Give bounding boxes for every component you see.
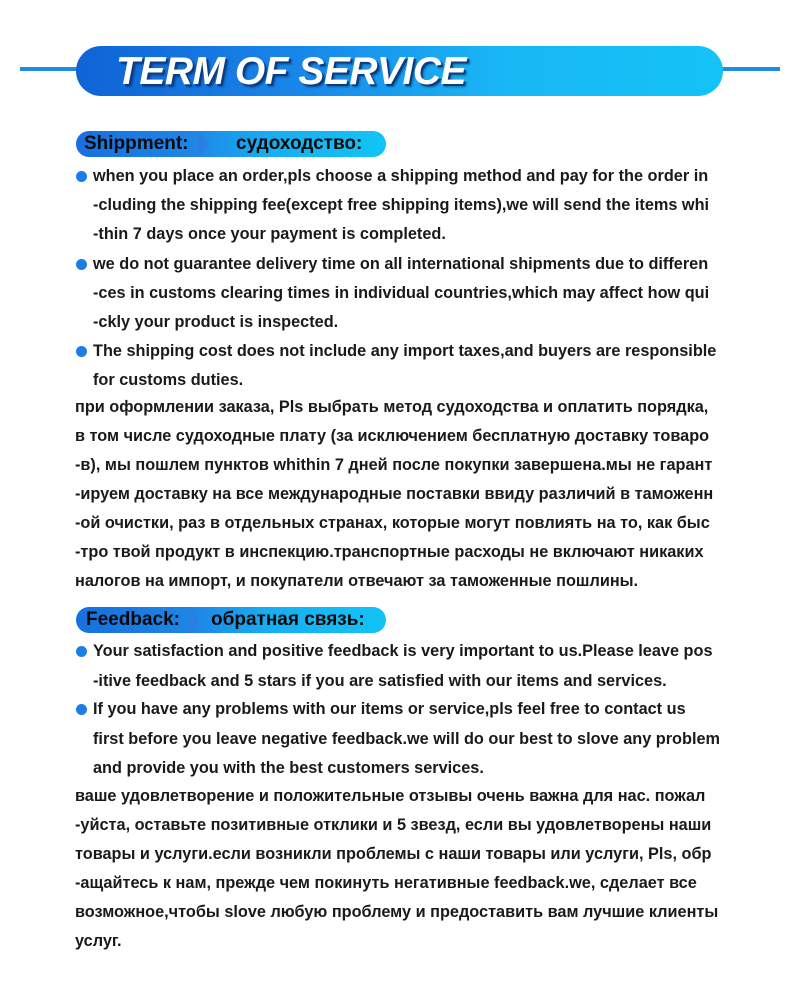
bullet-dot-icon [76,259,87,270]
feedback-bullet-line: If you have any problems with our items or service,pls feel free to contact us [93,700,686,718]
shipment-bullet-line: for customs duties. [93,371,244,389]
bullet-dot-icon [76,171,87,182]
shipment-bullet-line: -cluding the shipping fee(except free shipping items),we will send the items whi [93,196,710,214]
feedback-bullet-line: first before you leave negative feedback.we will do our best to slove any problem [93,730,721,748]
feedback-russian-line: услуг. [75,932,122,950]
feedback-bullet-line: -itive feedback and 5 stars if you are satisfied with our items and services. [93,672,667,690]
banner-line-right [715,67,780,71]
shipment-label-en: Shippment: [84,133,189,154]
bullet-dot-icon [76,346,87,357]
shipment-russian-line: налогов на импорт, и покупатели отвечают за таможенные пошлины. [75,572,639,590]
shipment-bullet-line: -thin 7 days once your payment is completed. [93,225,446,243]
shipment-russian-line: -в), мы пошлем пунктов whithin 7 дней после покупки завершена.мы не гарант [75,456,713,474]
shipment-bullet-line: when you place an order,pls choose a shipping method and pay for the order in [93,167,709,185]
shipment-bullet-line: -ces in customs clearing times in individual countries,which may affect how qui [93,284,710,302]
shipment-section-tag [76,131,386,157]
bullet-dot-icon [76,704,87,715]
tag-arrow-icon [189,607,199,633]
shipment-bullet-line: -ckly your product is inspected. [93,313,339,331]
feedback-russian-line: -уйста, оставьте позитивные отклики и 5 звезд, если вы удовлетворены наши [75,816,712,834]
page-title: TERM OF SERVICE [116,50,467,93]
feedback-bullet-line: Your satisfaction and positive feedback is very important to us.Please leave pos [93,642,713,660]
bullet-dot-icon [76,646,87,657]
tag-arrow-icon [198,131,208,157]
feedback-russian-line: -ащайтесь к нам, прежде чем покинуть негативные feedback.we, сделает все [75,874,697,892]
feedback-label-ru: обратная связь: [211,609,365,630]
feedback-label-en: Feedback: [86,609,180,630]
shipment-russian-line: -ой очистки, раз в отдельных странах, которые могут повлиять на то, как быс [75,514,710,532]
shipment-label-ru: судоходство: [236,133,363,154]
shipment-russian-line: в том числе судоходные плату (за исключением бесплатную доставку товаро [75,427,710,445]
feedback-russian-line: ваше удовлетворение и положительные отзывы очень важна для нас. пожал [75,787,706,805]
feedback-bullet-line: and provide you with the best customers services. [93,759,484,777]
shipment-bullet-line: we do not guarantee delivery time on all international shipments due to differen [93,255,709,273]
feedback-russian-line: возможное,чтобы slove любую проблему и предоставить вам лучшие клиенты [75,903,719,921]
shipment-russian-line: -ируем доставку на все международные поставки ввиду различий в таможенн [75,485,714,503]
shipment-russian-line: -тро твой продукт в инспекцию.транспортные расходы не включают никаких [75,543,704,561]
feedback-russian-line: товары и услуги.если возникли проблемы с наши товары или услуги, Pls, обр [75,845,712,863]
shipment-russian-line: при оформлении заказа, Pls выбрать метод судоходства и оплатить порядка, [75,398,709,416]
shipment-bullet-line: The shipping cost does not include any import taxes,and buyers are responsible [93,342,717,360]
feedback-section-tag [76,607,386,633]
